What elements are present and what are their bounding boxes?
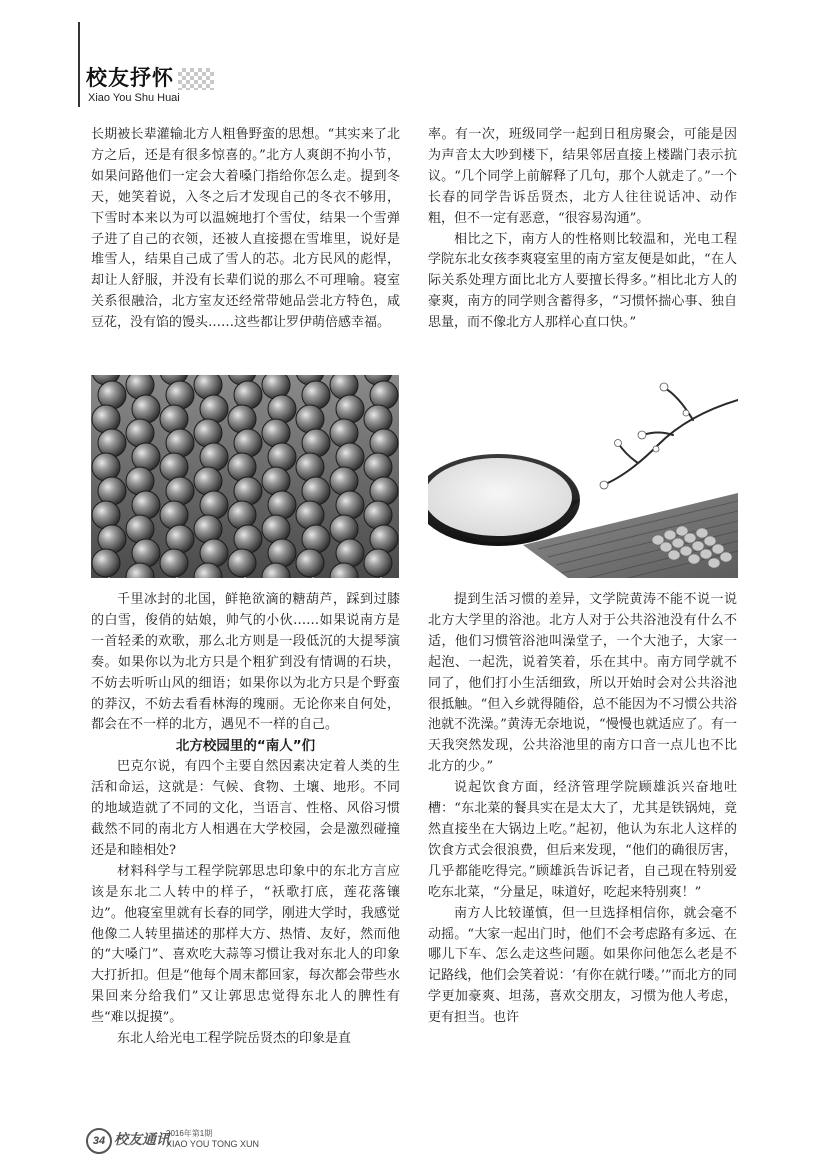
haw-berry [200, 395, 228, 423]
haw-berry [98, 381, 126, 409]
paragraph: 提到生活习惯的差异，文学院黄涛不能不说一说北方大学里的浴池。北方人对于公共浴池没有什么不适，他们习惯管浴池叫澡堂子，一个大池子，大家一起泡、一起洗，说着笑着，乐在其中。南方同学就不同了，他们打小生活细致，所以开始时会对公共浴池很抵触。“但入乡就得随俗，总不能因为不习惯公共浴池就不洗澡。”黄涛无奈地说，“慢慢也就适应了。有一天我突然发现，公共浴池里的南方口音一点儿也不比北方的少。” [428, 592, 737, 775]
haw-berry [92, 501, 120, 529]
haw-berry [336, 491, 364, 519]
haw-berry [336, 395, 364, 423]
paragraph: 巴克尔说，有四个主要自然因素决定着人类的生活和命运，这就是：气候、食物、土壤、地形。不同的地域造就了不同的文化，当语言、性格、风俗习惯截然不同的南北方人相遇在大学校园，会是激烈碰撞还是和睦相处? [91, 759, 400, 858]
paragraph: 材料科学与工程学院郭思忠印象中的东北方言应该是东北二人转中的样子，“袄歌打底，莲花落镶边”。他寝室里就有长春的同学，刚进大学时，我感觉他像二人转里描述的那样大方、热情、友好，然而他的“大嗓门”、喜欢吃大蒜等习惯让我对东北人的印象大打折扣。但是“他每个周末都回家，每次都会带些水果回来分给我们”又让郭思忠觉得东北人的脾性有些“难以捉摸”。 [91, 863, 400, 1026]
haw-berry [228, 501, 256, 529]
haw-berry [330, 515, 358, 543]
haw-berry [98, 429, 126, 457]
haw-berry [268, 539, 296, 567]
haw-berry [132, 491, 160, 519]
haw-berry [302, 381, 330, 409]
candied-haws-photo [91, 375, 399, 578]
haw-berry [296, 405, 324, 433]
haw-berry [302, 525, 330, 553]
soymilk-bowl-image [428, 375, 738, 578]
haw-berry [160, 405, 188, 433]
haw-berry [302, 477, 330, 505]
haw-berry [330, 467, 358, 495]
haw-berry [92, 453, 120, 481]
haw-berry [194, 515, 222, 543]
haw-berry [296, 549, 324, 577]
haw-berry [364, 501, 392, 529]
left-column-top [91, 125, 400, 334]
section-title: 校友抒怀 [86, 66, 174, 90]
haw-berry [234, 477, 262, 505]
haw-berry [92, 405, 120, 433]
haw-berry [336, 539, 364, 567]
haw-berry [126, 515, 154, 543]
haw-berry [126, 467, 154, 495]
haw-berry [234, 525, 262, 553]
haw-berry [160, 453, 188, 481]
haw-berry [92, 549, 120, 577]
haw-berry [166, 381, 194, 409]
haw-berry [228, 549, 256, 577]
haw-berry [194, 467, 222, 495]
haw-berry [262, 515, 290, 543]
paragraph: 长期被长辈灌输北方人粗鲁野蛮的思想。“其实来了北方之后，还是有很多惊喜的。”北方人爽朗不拘小节，如果问路他们一定会大着嗓门指给你怎么走。提到冬天，她笑着说，入冬之后才发现自己的冬衣不够用，下雪时本来以为可以温婉地打个雪仗，结果一个雪弹子进了自己的衣领，还被人直接摁在雪堆里，说好是堆雪人，结果自己成了雪人的芯。北方民风的彪悍，却让人舒服，并没有长辈们说的那么不可理喻。寝室关系很融洽，北方室友还经常带她品尝北方特色，咸豆花，没有馅的馒头……这些都让罗伊萌倍感幸福。 [91, 127, 400, 331]
haw-berry [228, 453, 256, 481]
haw-berry [132, 539, 160, 567]
haw-berry [98, 525, 126, 553]
haw-berry [268, 491, 296, 519]
haw-berry [370, 429, 398, 457]
haw-berry [370, 381, 398, 409]
footer-brand-pinyin: XIAO YOU TONG XUN [166, 1139, 260, 1149]
paragraph: 相比之下，南方人的性格则比较温和，光电工程学院东北女孩李爽寝室里的南方室友便是如此，“在人际关系处理方面比北方人要擅长得多。”相比北方人的豪爽，南方的同学则含蓄得多，“习惯怀揣心事、独自思量，而不像北方人那样心直口快。” [428, 231, 737, 331]
haw-berry [262, 467, 290, 495]
haw-berry [234, 381, 262, 409]
page-number: 34 [86, 1128, 112, 1154]
paragraph: 东北人给光电工程学院岳贤杰的印象是直 [117, 1031, 352, 1047]
sub-heading: 北方校园里的“南人”们 [175, 738, 316, 755]
haw-berry [268, 395, 296, 423]
paragraph: 说起饮食方面，经济管理学院顾雄浜兴奋地吐槽：“东北菜的餐具实在是太大了，尤其是铁锅炖，竟然直接坐在大锅边上吃。”起初，他认为东北人这样的饮食方式会很浪费，但后来发现，“他们的确很厉害，几乎都能吃得完。”顾雄浜告诉记者，自己现在特别爱吃东北菜，“分量足，味道好，吃起来特别爽！” [428, 780, 737, 900]
haw-berry [330, 419, 358, 447]
haw-berry [364, 549, 392, 577]
haw-berry [228, 405, 256, 433]
candied-haws-image [91, 375, 399, 578]
haw-berry [302, 429, 330, 457]
haw-berry [132, 395, 160, 423]
footer-issue: 2016年第1期 [166, 1129, 213, 1138]
haw-berry [200, 539, 228, 567]
haw-berry [296, 501, 324, 529]
haw-berry [98, 477, 126, 505]
header-rule [78, 22, 80, 107]
haw-berry [160, 501, 188, 529]
haw-berry [200, 491, 228, 519]
left-column-bottom [91, 590, 400, 1050]
haw-berry [336, 443, 364, 471]
haw-berry [194, 419, 222, 447]
haw-berry [364, 453, 392, 481]
haw-berry [370, 525, 398, 553]
right-column-top [428, 125, 737, 334]
haw-berry [234, 429, 262, 457]
haw-berry [364, 405, 392, 433]
haw-berry [296, 453, 324, 481]
paragraph: 率。有一次，班级同学一起到日租房聚会，可能是因为声音太大吵到楼下，结果邻居直接上楼踹门表示抗议。“几个同学上前解释了几句，那个人就走了。”一个长春的同学告诉岳贤杰，北方人往往说话冲、动作粗，但不一定有恶意，“很容易沟通”。 [428, 127, 737, 226]
paragraph: 千里冰封的北国，鲜艳欲滴的糖葫芦，踩到过膝的白雪，俊俏的姑娘，帅气的小伙……如果说南方是一首轻柔的欢歌，那么北方则是一段低沉的大提琴演奏。如果你以为北方只是个粗犷到没有情调的石块，不妨去听听山风的细语；如果你以为北方只是个野蛮的莽汉，不妨去看看林海的瑰丽。无论你来自何处，都会在不一样的北方，遇见不一样的自己。 [91, 592, 400, 733]
haw-berry [166, 429, 194, 457]
haw-berry [160, 549, 188, 577]
footer-brand: 校友通讯 [114, 1132, 170, 1148]
haw-berry [370, 477, 398, 505]
paragraph: 南方人比较谨慎，但一旦选择相信你，就会毫不动摇。“大家一起出门时，他们不会考虑路有多远、在哪儿下车、怎么走这些问题。如果你问他怎么老是不记路线，他们会笑着说：‘有你在就行喽。’”而北方的同学更加豪爽、坦荡，喜欢交朋友，习惯为他人考虑，更有担当。也许 [428, 905, 737, 1026]
right-column-bottom [428, 590, 737, 1029]
haw-berry [268, 443, 296, 471]
haw-berry [166, 477, 194, 505]
haw-berry [200, 443, 228, 471]
soymilk-bowl-photo [428, 375, 738, 578]
section-pinyin: Xiao You Shu Huai [88, 92, 180, 104]
haw-berry [262, 419, 290, 447]
haw-berry [132, 443, 160, 471]
checker-decoration [178, 68, 214, 90]
haw-berry [126, 419, 154, 447]
haw-berry [166, 525, 194, 553]
